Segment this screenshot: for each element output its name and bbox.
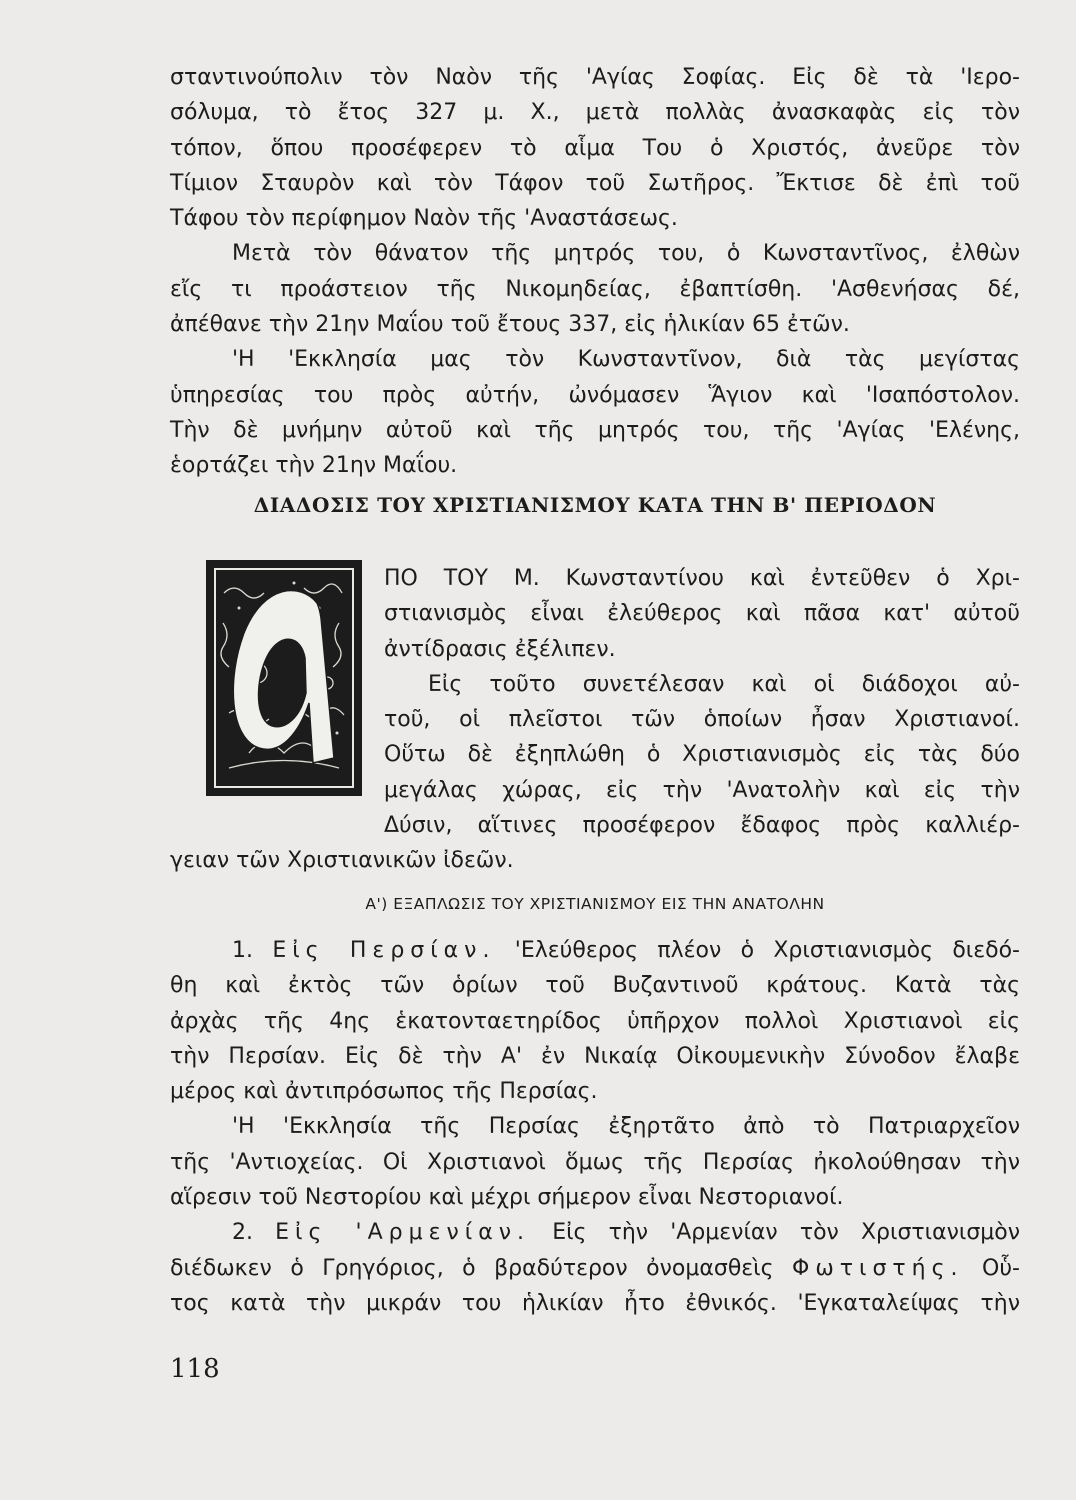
armenia-line2-after: Οὗ- [982, 1255, 1020, 1281]
text-line: σταντινούπολιν τὸν Ναὸν τῆς 'Αγίας Σοφίας. Εἰς δὲ τὰ 'Ιερο- [170, 65, 1020, 90]
subsection-heading: Α') ΕΞΑΠΛΩΣΙΣ ΤΟΥ ΧΡΙΣΤΙΑΝΙΣΜΟΥ ΕΙΣ ΤΗΝ ΑΝΑΤΟΛΗΝ [365, 895, 825, 913]
text-line: τος κατὰ τὴν μικράν του ἡλικίαν ἦτο ἐθνικός. 'Εγκαταλείψας τὴν [170, 1290, 1020, 1316]
persia-title: Εἰς Περσίαν. [272, 938, 496, 963]
text-line: μεγάλας χώρας, εἰς τὴν 'Ανατολὴν καὶ εἰς τὴν [384, 777, 1020, 803]
text-line: Δύσιν, αἵτινες προσέφερον ἔδαφος πρὸς καλλιέρ- [384, 813, 1020, 839]
text-line: 'Η 'Εκκλησία τῆς Περσίας ἐξηρτᾶτο ἀπὸ τὸ Πατριαρχεῖον [232, 1114, 1020, 1140]
top-paragraphs [170, 60, 1020, 484]
text-line: γειαν τῶν Χριστιανικῶν ἰδεῶν. [170, 848, 514, 873]
text-line: ΠΟ ΤΟΥ Μ. Κωνσταντίνου καὶ ἐντεῦθεν ὁ Χρι- [384, 566, 1020, 591]
armenia-line2-before: διέδωκεν ὁ Γρηγόριος, ὁ βραδύτερον ὀνομασθεὶς [170, 1255, 774, 1281]
section-heading: ΔΙΑΔΟΣΙΣ ΤΟΥ ΧΡΙΣΤΙΑΝΙΣΜΟΥ ΚΑΤΑ ΤΗΝ Β' ΠΕΡΙΟΔΟΝ [253, 493, 937, 517]
text-line: ἀπέθανε τὴν 21ην Μαΐου τοῦ ἔτους 337, εἰς ἡλικίαν 65 ἐτῶν. [170, 312, 850, 338]
text-line: Μετὰ τὸν θάνατον τῆς μητρός του, ὁ Κωνσταντῖνος, ἐλθὼν [232, 241, 1020, 267]
text-line: τοῦ, οἱ πλεῖστοι τῶν ὁποίων ἦσαν Χριστιανοί. [384, 707, 1020, 733]
text-line: εἴς τι προάστειον τῆς Νικομηδείας, ἐβαπτίσθη. 'Ασθενήσας δέ, [170, 276, 1020, 302]
text-line: σόλυμα, τὸ ἔτος 327 μ. Χ., μετὰ πολλὰς ἀνασκαφὰς εἰς τὸν [170, 100, 1020, 126]
drop-cap-paragraph [384, 561, 1020, 843]
persia-number: 1. [232, 938, 253, 963]
text-line: τῆς 'Αντιοχείας. Οἱ Χριστιανοὶ ὅμως τῆς Περσίας ἠκολούθησαν τὴν [170, 1149, 1020, 1175]
text-line: στιανισμὸς εἶναι ἐλεύθερος καὶ πᾶσα κατ' αὐτοῦ [384, 601, 1020, 627]
armenia-title: Εἰς 'Αρμενίαν. [275, 1220, 531, 1246]
drop-cap-paragraph-end [170, 843, 1020, 878]
text-line: ἀρχὰς τῆς 4ης ἑκατονταετηρίδος ὑπῆρχον πολλοὶ Χριστιανοὶ εἰς [170, 1008, 1020, 1034]
text-line: τὴν Περσίαν. Εἰς δὲ τὴν Α' ἐν Νικαίᾳ Οἰκουμενικὴν Σύνοδον ἔλαβε [170, 1043, 1020, 1069]
armenia-second-line [170, 1251, 1020, 1286]
text-line: Οὕτω δὲ ἐξηπλώθη ὁ Χριστιανισμὸς εἰς τὰς δύο [384, 742, 1020, 768]
drop-cap-ornament [206, 560, 362, 796]
text-line: Τίμιον Σταυρὸν καὶ τὸν Τάφον τοῦ Σωτῆρος. Ἔκτισε δὲ ἐπὶ τοῦ [170, 170, 1020, 196]
text-line: μέρος καὶ ἀντιπρόσωπος τῆς Περσίας. [170, 1079, 598, 1105]
text-line: 'Η 'Εκκλησία μας τὸν Κωνσταντῖνον, διὰ τὰς μεγίστας [232, 347, 1020, 373]
text-line: τόπον, ὅπου προσέφερεν τὸ αἷμα Του ὁ Χριστός, ἀνεῦρε τὸν [170, 135, 1020, 161]
text-line: ἑορτάζει τὴν 21ην Μαΐου. [170, 453, 458, 479]
text-line: ὑπηρεσίας του πρὸς αὐτήν, ὠνόμασεν Ἅγιον καὶ 'Ισαπόστολον. [170, 382, 1020, 408]
ornamental-alpha-icon [209, 563, 359, 793]
armenia-number: 2. [232, 1220, 253, 1246]
armenia-first-text: Εἰς τὴν 'Αρμενίαν τὸν Χριστιανισμὸν [552, 1220, 1021, 1246]
bottom-paragraphs [170, 933, 1020, 1321]
photistis-spaced: Φωτιστής. [792, 1255, 964, 1281]
armenia-first-line [170, 1215, 1020, 1250]
page-number: 118 [170, 1354, 220, 1384]
text-line: θη καὶ ἐκτὸς τῶν ὁρίων τοῦ Βυζαντινοῦ κράτους. Κατὰ τὰς [170, 973, 1020, 999]
text-line: Τὴν δὲ μνήμην αὐτοῦ καὶ τῆς μητρός του, τῆς 'Αγίας 'Ελένης, [170, 417, 1020, 443]
text-line: αἵρεσιν τοῦ Νεστορίου καὶ μέχρι σήμερον εἶναι Νεστοριανοί. [170, 1185, 844, 1211]
text-line: Εἰς τοῦτο συνετέλεσαν καὶ οἱ διάδοχοι αὐ- [428, 671, 1020, 697]
text-line: ἀντίδρασις ἐξέλιπεν. [384, 636, 616, 662]
text-line: Τάφου τὸν περίφημον Ναὸν τῆς 'Αναστάσεως. [170, 206, 678, 232]
persia-first-line [170, 933, 1020, 968]
persia-first-text: 'Ελεύθερος πλέον ὁ Χριστιανισμὸς διεδό- [514, 938, 1020, 963]
